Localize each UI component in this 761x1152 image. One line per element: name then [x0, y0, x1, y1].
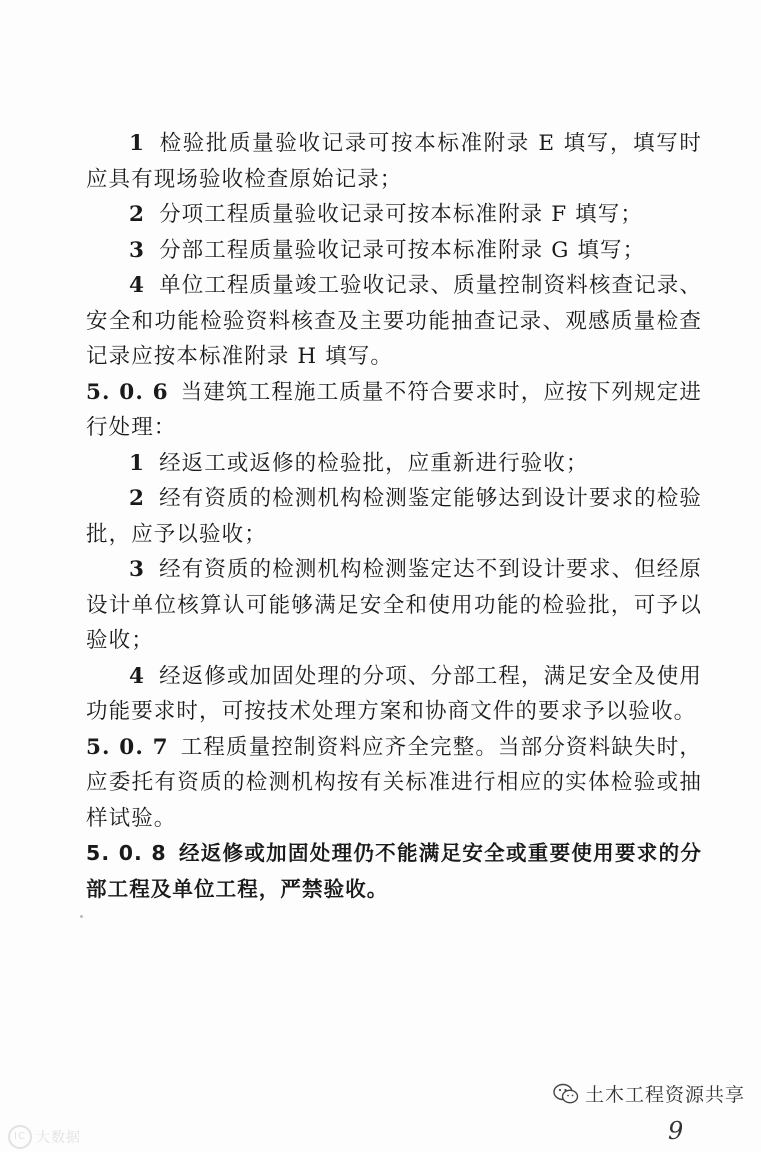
item-text: 经返工或返修的检验批，应重新进行验收；: [159, 450, 589, 476]
clause-5-0-6: [86, 375, 702, 446]
clause-5-0-6-item-3: [86, 552, 702, 659]
clause-5-0-6-item-1: [86, 446, 702, 482]
clause-number: 5. 0. 8: [86, 841, 167, 865]
watermark-text: 土木工程资源共享: [585, 1084, 746, 1106]
clause-5-0-8: [86, 836, 702, 907]
item-number: 3: [129, 237, 146, 263]
item-text: 单位工程质量竣工验收记录、质量控制资料核查记录、安全和功能检验资料核查及主要功能抽查记录、观感质量检查记录应按本标准附录 H 填写。: [86, 273, 702, 369]
item-text: 分项工程质量验收记录可按本标准附录 F 填写；: [159, 202, 643, 227]
wechat-watermark: [553, 1080, 745, 1107]
clause-number: 5. 0. 6: [86, 379, 169, 405]
clause-number: 5. 0. 7: [86, 734, 169, 760]
item-2-paragraph: [86, 197, 702, 233]
scan-speck: [80, 915, 83, 918]
item-4-paragraph: [86, 268, 702, 375]
clause-5-0-6-item-2: [86, 481, 702, 552]
item-3-paragraph: [86, 233, 702, 269]
item-number: 4: [129, 273, 146, 298]
watermark-logo-icon: IC: [8, 1125, 32, 1149]
item-number: 3: [129, 557, 146, 582]
item-number: 1: [129, 450, 146, 476]
item-text: 检验批质量验收记录可按本标准附录 E 填写，填写时应具有现场验收检查原始记录；: [86, 131, 702, 192]
item-1-paragraph: [86, 126, 702, 197]
item-text: 经返修或加固处理的分项、分部工程，满足安全及使用功能要求时，可按技术处理方案和协商文件的要求予以验收。: [86, 663, 702, 724]
clause-text: 经返修或加固处理仍不能满足安全或重要使用要求的分部工程及单位工程，严禁验收。: [86, 841, 702, 901]
clause-text: 当建筑工程施工质量不符合要求时，应按下列规定进行处理：: [86, 379, 702, 440]
page-content: [86, 126, 702, 907]
watermark-left-text: 大数据: [36, 1130, 81, 1146]
wechat-icon: [553, 1083, 579, 1105]
clause-5-0-7: [86, 730, 702, 837]
page-number: 9: [668, 1117, 684, 1145]
item-text: 分部工程质量验收记录可按本标准附录 G 填写；: [159, 237, 646, 263]
item-number: 2: [129, 202, 146, 227]
item-text: 经有资质的检测机构检测鉴定达不到设计要求、但经原设计单位核算认可能够满足安全和使用功能的检验批，可予以验收；: [86, 557, 702, 653]
clause-text: 工程质量控制资料应齐全完整。当部分资料缺失时，应委托有资质的检测机构按有关标准进行相应的实体检验或抽样试验。: [86, 734, 702, 831]
item-text: 经有资质的检测机构检测鉴定能够达到设计要求的检验批，应予以验收；: [86, 486, 702, 547]
faint-watermark: [8, 1125, 81, 1149]
item-number: 1: [129, 131, 146, 156]
clause-5-0-6-item-4: [86, 659, 702, 730]
item-number: 2: [129, 486, 146, 511]
item-number: 4: [129, 663, 146, 689]
